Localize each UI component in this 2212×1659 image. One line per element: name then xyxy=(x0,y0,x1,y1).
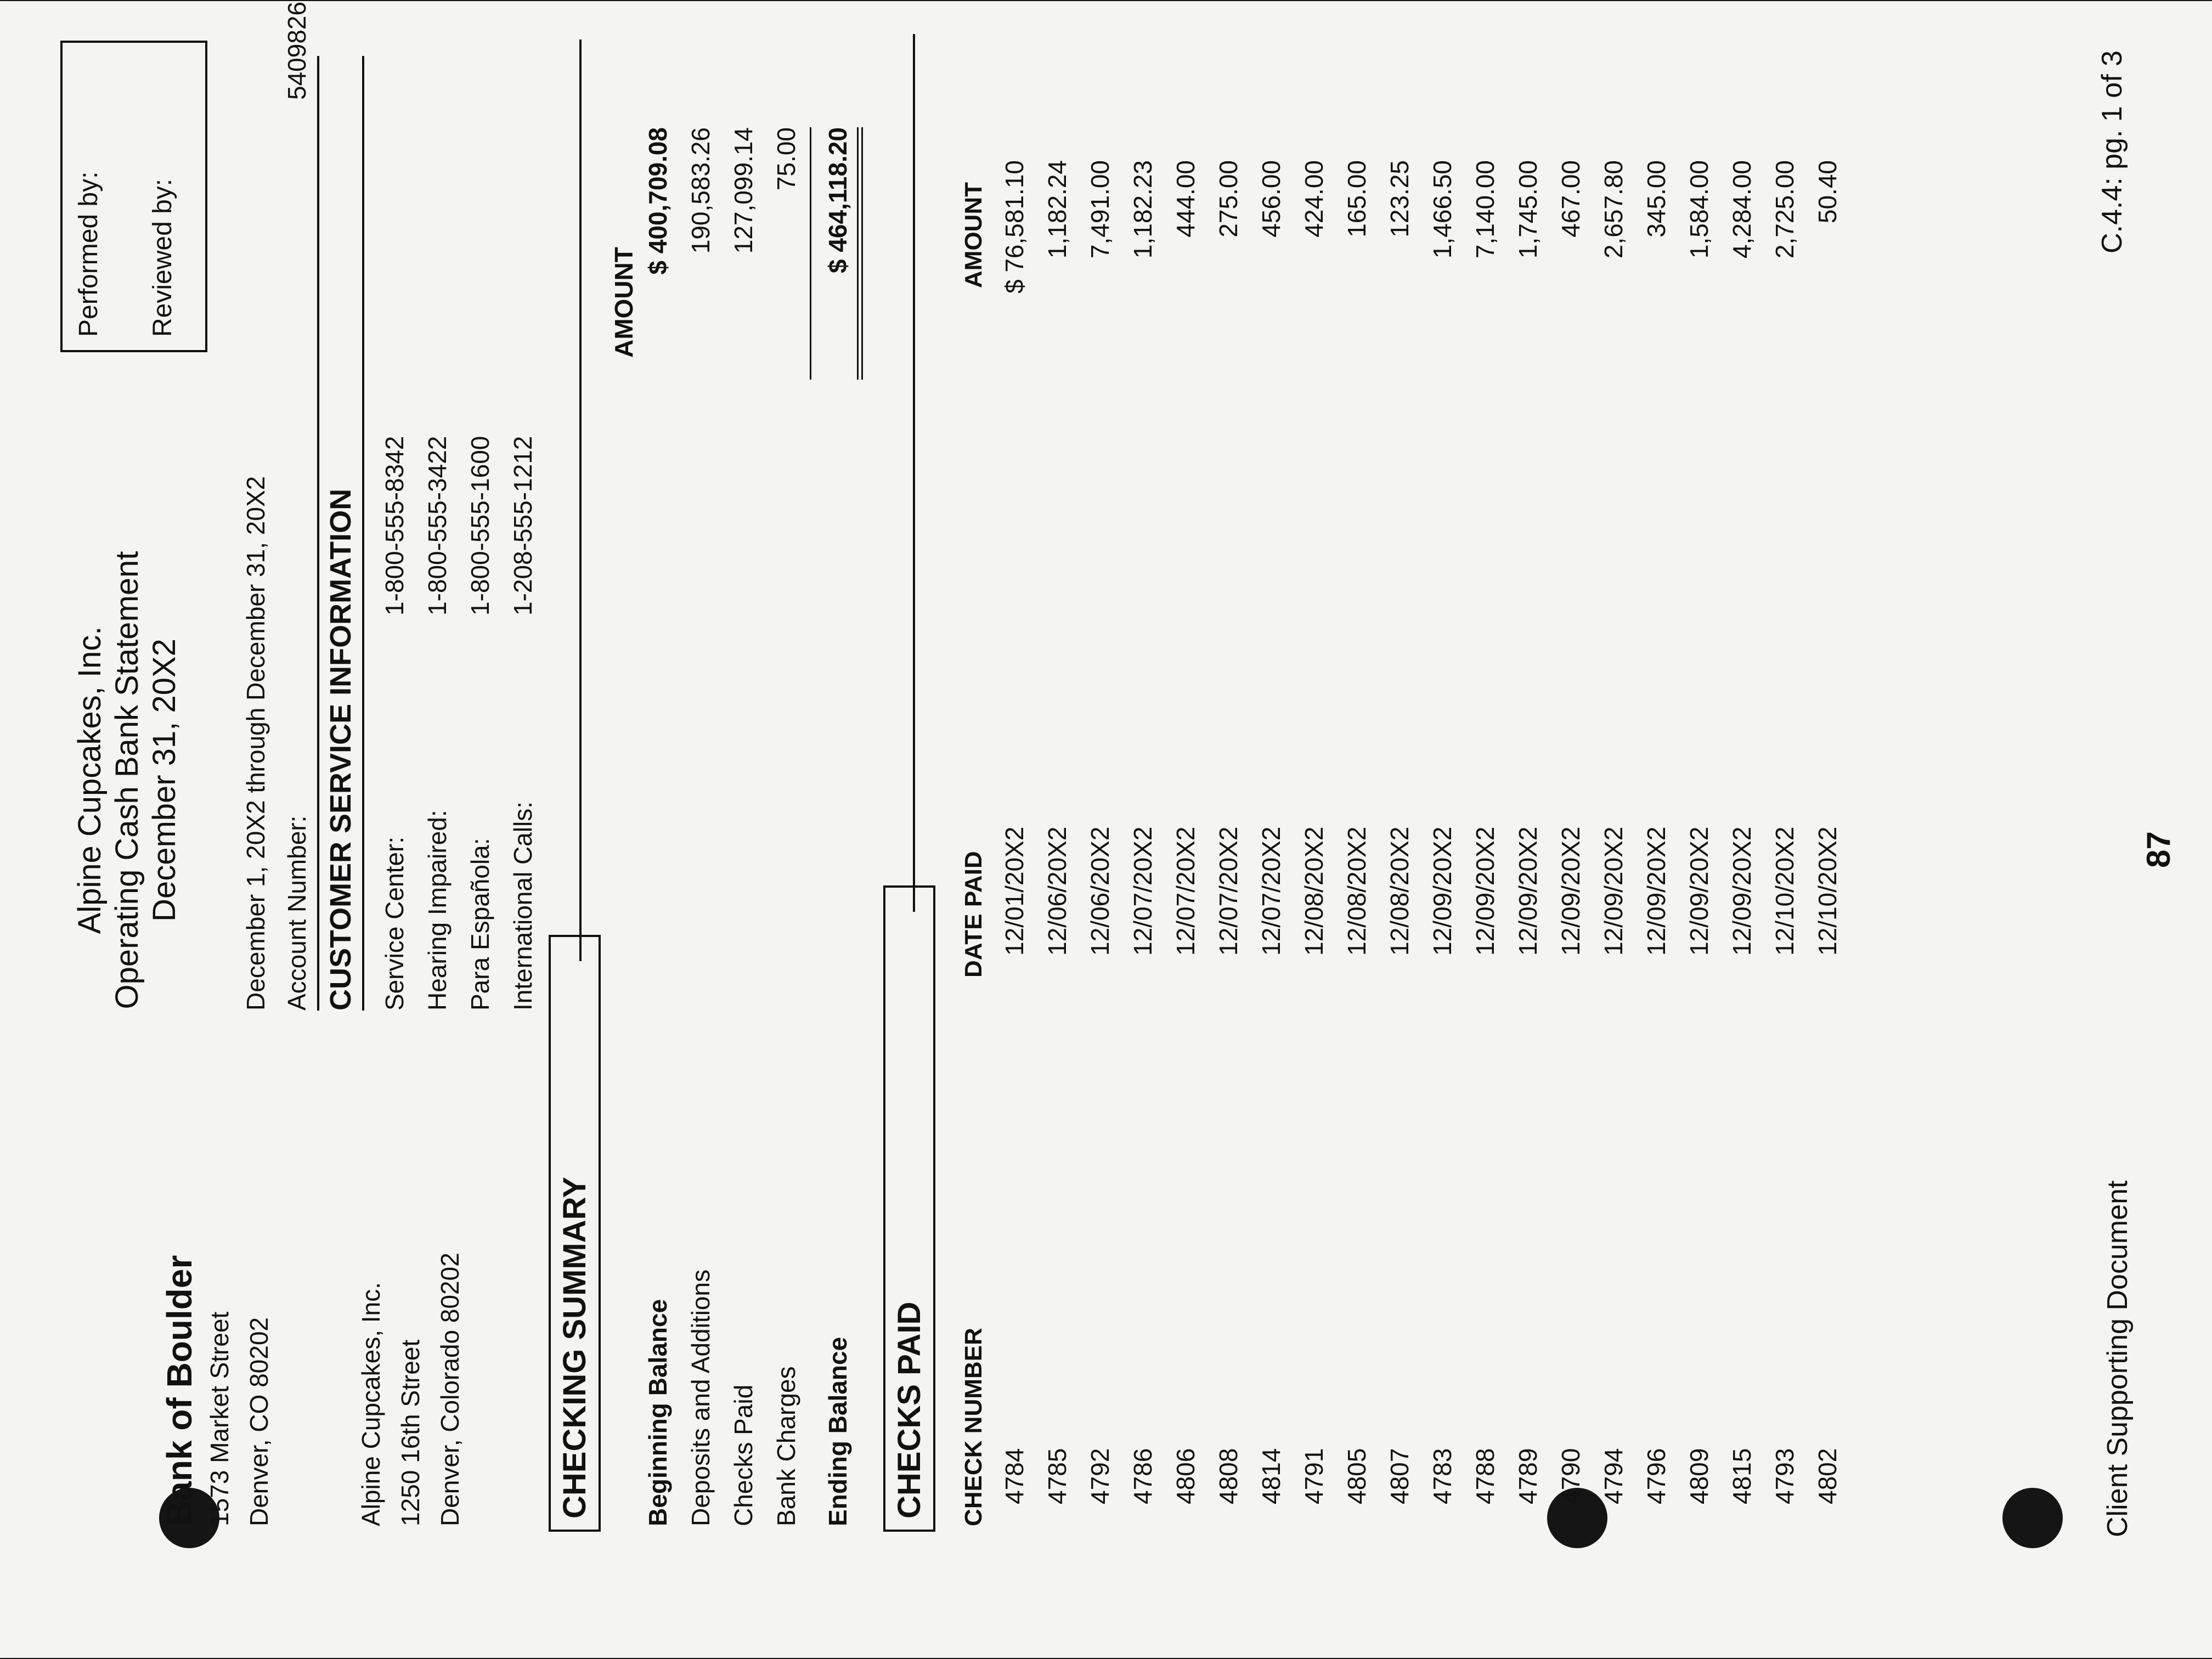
bank-street: 1573 Market Street xyxy=(205,1311,234,1526)
check-row xyxy=(1678,138,1720,1526)
date-paid: 12/10/20X2 xyxy=(1813,826,1842,956)
service-rule xyxy=(362,56,364,1011)
summary-table xyxy=(636,127,859,1526)
check-amount: 4,284.00 xyxy=(1728,160,1756,259)
checks-paid-heading: CHECKS PAID xyxy=(883,885,935,1532)
summary-label: Bank Charges xyxy=(772,1366,800,1526)
date-paid: 12/09/20X2 xyxy=(1514,826,1542,956)
service-heading: CUSTOMER SERVICE INFORMATION xyxy=(324,488,357,1011)
check-number: 4802 xyxy=(1813,1448,1842,1504)
check-row xyxy=(1335,138,1378,1526)
date-paid: 12/08/20X2 xyxy=(1385,826,1414,956)
check-number: 4815 xyxy=(1728,1448,1756,1504)
check-row xyxy=(1378,138,1421,1526)
check-amount: 345.00 xyxy=(1642,160,1671,238)
amount-header: AMOUNT xyxy=(960,182,987,289)
check-number: 4808 xyxy=(1214,1448,1243,1504)
check-number: 4784 xyxy=(1000,1448,1029,1504)
date-paid-header: DATE PAID xyxy=(960,851,987,978)
date-paid: 12/07/20X2 xyxy=(1171,826,1200,956)
check-number: 4793 xyxy=(1770,1448,1799,1504)
service-label: International Calls: xyxy=(509,802,537,1011)
customer-street: 1250 16th Street xyxy=(396,1339,425,1526)
check-row xyxy=(1720,138,1763,1526)
service-phone: 1-208-555-1212 xyxy=(509,436,537,616)
check-amount: 2,657.80 xyxy=(1599,160,1628,259)
statement-period: December 1, 20X2 through December 31, 20X2 xyxy=(241,476,270,1011)
date-paid: 12/09/20X2 xyxy=(1685,826,1713,956)
check-amount: 165.00 xyxy=(1342,160,1371,238)
date-paid: 12/10/20X2 xyxy=(1770,826,1799,956)
check-number: 4806 xyxy=(1171,1448,1200,1504)
bank-name: Bank of Boulder xyxy=(160,1255,199,1526)
service-label: Service Center: xyxy=(380,836,409,1011)
date-paid: 12/09/20X2 xyxy=(1471,826,1499,956)
service-row xyxy=(416,436,459,1011)
bank-block xyxy=(159,1255,279,1526)
check-row xyxy=(1207,138,1250,1526)
checks-header-row xyxy=(955,138,993,1526)
check-amount: 467.00 xyxy=(1556,160,1585,238)
check-number: 4814 xyxy=(1257,1448,1285,1504)
check-amount: 2,725.00 xyxy=(1770,160,1799,259)
check-amount: 1,182.23 xyxy=(1128,160,1157,259)
summary-label: Ending Balance xyxy=(823,1336,852,1526)
summary-row xyxy=(722,127,765,1526)
checks-table xyxy=(955,138,1849,1526)
summary-double-rule xyxy=(861,127,863,380)
date-paid: 12/01/20X2 xyxy=(1000,826,1029,956)
check-row xyxy=(1506,138,1549,1526)
account-number: 5409826 xyxy=(283,1,311,100)
check-number: 4792 xyxy=(1086,1448,1114,1504)
check-amount: 1,182.24 xyxy=(1043,160,1071,259)
check-number: 4791 xyxy=(1300,1448,1328,1504)
check-amount: 123.25 xyxy=(1385,160,1414,238)
service-phone: 1-800-555-1600 xyxy=(466,436,494,616)
date-paid: 12/06/20X2 xyxy=(1043,826,1071,956)
checks-rows xyxy=(993,138,1849,1526)
footer-left: Client Supporting Document xyxy=(2102,1180,2134,1537)
summary-label: Deposits and Additions xyxy=(686,1269,715,1526)
check-number: 4785 xyxy=(1043,1448,1071,1504)
check-number: 4790 xyxy=(1556,1448,1585,1504)
check-row xyxy=(1421,138,1464,1526)
date-paid: 12/07/20X2 xyxy=(1128,826,1157,956)
summary-row xyxy=(679,127,722,1526)
footer-right: C.4.4: pg. 1 of 3 xyxy=(2096,50,2128,253)
summary-label: Beginning Balance xyxy=(644,1299,672,1526)
check-number: 4794 xyxy=(1599,1448,1628,1504)
date-paid: 12/09/20X2 xyxy=(1728,826,1756,956)
service-label: Hearing Impaired: xyxy=(423,810,452,1011)
check-amount: 1,584.00 xyxy=(1685,160,1713,259)
bank-statement-page xyxy=(0,1,2212,1658)
date-paid: 12/09/20X2 xyxy=(1556,826,1585,956)
check-amount: 456.00 xyxy=(1257,160,1285,238)
punch-hole xyxy=(2002,1488,2063,1548)
check-row xyxy=(1164,138,1207,1526)
summary-amount: 127,099.14 xyxy=(729,127,758,254)
check-number: 4796 xyxy=(1642,1448,1671,1504)
check-amount: 7,491.00 xyxy=(1086,160,1114,259)
service-label: Para Española: xyxy=(466,838,494,1011)
summary-heading-rule xyxy=(579,40,582,961)
check-row xyxy=(1079,138,1121,1526)
check-amount: 1,466.50 xyxy=(1428,160,1457,259)
customer-city: Denver, Colorado 80202 xyxy=(436,1252,464,1526)
check-amount: 444.00 xyxy=(1171,160,1200,238)
summary-double-rule xyxy=(857,127,859,380)
check-number: 4786 xyxy=(1128,1448,1157,1504)
check-number-header: CHECK NUMBER xyxy=(960,1328,987,1526)
check-amount: $ 76,581.10 xyxy=(1000,160,1029,294)
check-row xyxy=(1464,138,1506,1526)
check-amount: 424.00 xyxy=(1300,160,1328,238)
performed-by-label: Performed by: xyxy=(74,171,103,337)
check-row xyxy=(1806,138,1849,1526)
service-row xyxy=(501,436,544,1011)
page-number: 87 xyxy=(2140,831,2177,868)
customer-address xyxy=(351,1252,470,1526)
service-row xyxy=(373,436,416,1011)
check-row xyxy=(1121,138,1164,1526)
summary-amount: $ 464,118.20 xyxy=(823,127,852,274)
statement-header xyxy=(71,451,183,1109)
summary-row xyxy=(816,127,859,1526)
date-paid: 12/08/20X2 xyxy=(1300,826,1328,956)
checking-summary-heading: CHECKING SUMMARY xyxy=(549,935,601,1532)
bank-city: Denver, CO 80202 xyxy=(245,1317,273,1526)
summary-label: Checks Paid xyxy=(729,1384,758,1526)
account-number-label: Account Number: xyxy=(283,815,311,1011)
checks-heading-rule xyxy=(913,34,915,912)
signoff-box xyxy=(60,41,207,352)
check-number: 4809 xyxy=(1685,1448,1713,1504)
check-row xyxy=(1592,138,1635,1526)
check-row xyxy=(1250,138,1293,1526)
company-name: Alpine Cupcakes, Inc. xyxy=(72,626,108,934)
check-amount: 275.00 xyxy=(1214,160,1243,238)
check-number: 4807 xyxy=(1385,1448,1414,1504)
account-rule xyxy=(317,56,319,1011)
check-amount: 1,745.00 xyxy=(1514,160,1542,259)
check-row xyxy=(1549,138,1592,1526)
summary-amount: 75.00 xyxy=(772,127,800,191)
summary-amount-header: AMOUNT xyxy=(610,247,638,358)
summary-row xyxy=(765,127,808,1526)
service-phone: 1-800-555-3422 xyxy=(423,436,452,616)
service-row xyxy=(459,436,501,1011)
customer-name: Alpine Cupcakes, Inc. xyxy=(357,1282,385,1526)
statement-date: December 31, 20X2 xyxy=(146,639,182,922)
check-row xyxy=(993,138,1036,1526)
summary-amount: 190,583.26 xyxy=(686,127,715,254)
check-number: 4788 xyxy=(1471,1448,1499,1504)
date-paid: 12/08/20X2 xyxy=(1342,826,1371,956)
date-paid: 12/09/20X2 xyxy=(1428,826,1457,956)
check-number: 4789 xyxy=(1514,1448,1542,1504)
summary-amount: $ 400,709.08 xyxy=(644,127,672,275)
check-row xyxy=(1293,138,1335,1526)
check-amount: 7,140.00 xyxy=(1471,160,1499,259)
summary-row xyxy=(636,127,679,1526)
date-paid: 12/09/20X2 xyxy=(1642,826,1671,956)
date-paid: 12/06/20X2 xyxy=(1086,826,1114,956)
check-row xyxy=(1036,138,1079,1526)
check-number: 4805 xyxy=(1342,1448,1371,1504)
service-phone: 1-800-555-8342 xyxy=(380,436,409,616)
service-list xyxy=(373,436,544,1011)
date-paid: 12/07/20X2 xyxy=(1257,826,1285,956)
check-amount: 50.40 xyxy=(1813,160,1842,224)
check-row xyxy=(1763,138,1806,1526)
date-paid: 12/09/20X2 xyxy=(1599,826,1628,956)
check-number: 4783 xyxy=(1428,1448,1457,1504)
reviewed-by-label: Reviewed by: xyxy=(148,178,177,337)
statement-title: Operating Cash Bank Statement xyxy=(109,551,145,1009)
summary-total-rule xyxy=(810,127,811,380)
date-paid: 12/07/20X2 xyxy=(1214,826,1243,956)
check-row xyxy=(1635,138,1678,1526)
